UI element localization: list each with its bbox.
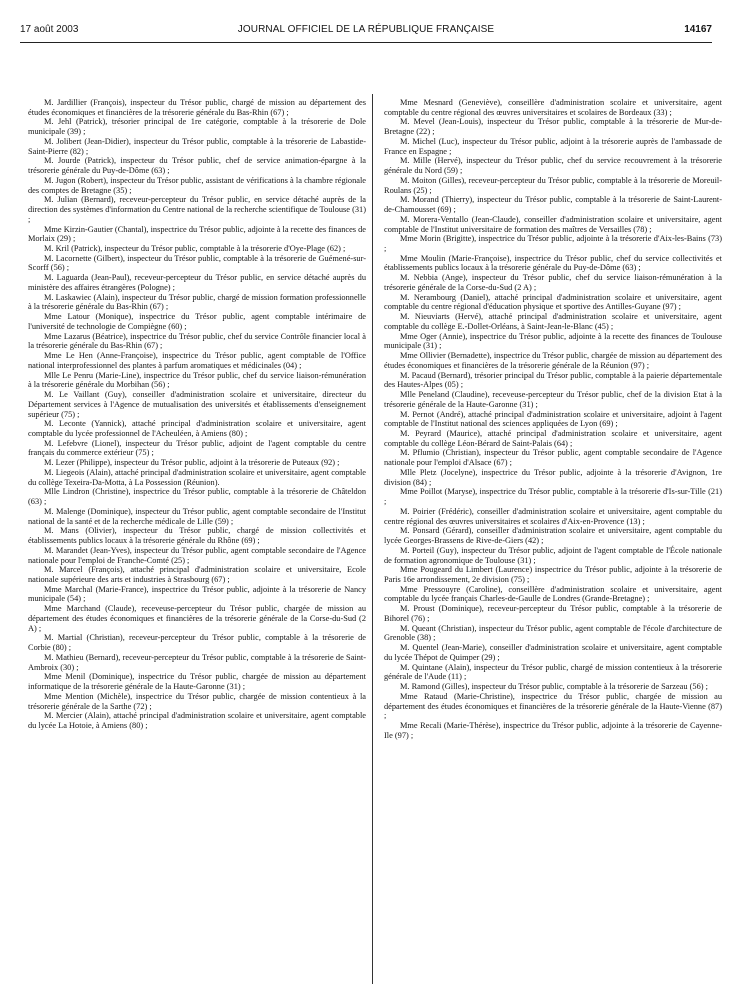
appointment-entry: M. Lezer (Philippe), inspecteur du Trésor public, adjoint à la trésorerie de Puteaux (92) ; [44, 458, 340, 468]
appointment-entry: M. Martial (Christian), receveur-percepteur du Trésor public, comptable à la trésorerie de Corbie (80) ; [28, 633, 366, 653]
appointment-entry: Mme Latour (Monique), inspectrice du Trésor public, agent comptable intérimaire de l'université de technologie de Compiègne (60) ; [28, 312, 366, 331]
appointment-entry: Mlle Lindron (Christine), inspectrice du Trésor public, comptable à la trésorerie de Châteldon (63) ; [28, 487, 366, 507]
appointment-entry: M. Moiton (Gilles), receveur-percepteur du Trésor public, comptable à la trésorerie de Moreuil-Roulans (25) ; [384, 175, 722, 195]
appointment-entry: Mme Marchand (Claude), receveuse-percepteur du Trésor public, chargée de mission au département des études économiques et financières de la trésorerie générale de la Corse-du-Sud (2 A) ; [28, 604, 366, 633]
appointment-entry: M. Le Vaillant (Guy), conseiller d'administration scolaire et universitaire, directeur du Département services à l'Agence de mutualisation des universités et établissements d'enseignement supérieur (75) ; [28, 390, 366, 419]
appointment-entry: M. Lacornette (Gilbert), inspecteur du Trésor public, comptable à la trésorerie de Guémené-sur-Scorff (56) ; [28, 253, 366, 273]
appointment-entry: M. Mans (Olivier), inspecteur du Trésor public, chargé de mission collectivités et établissements publics locaux à la trésorerie générale du Rhône (69) ; [28, 526, 366, 546]
appointment-entry: M. Quentel (Jean-Marie), conseiller d'administration scolaire et universitaire, agent comptable du lycée Thépot de Quimper (29) ; [384, 643, 722, 662]
appointment-entry: M. Mille (Hervé), inspecteur du Trésor public, chef du service recouvrement à la trésorerie générale du Nord (59) ; [384, 156, 722, 176]
appointment-entry: M. Lefebvre (Lionel), inspecteur du Trésor public, adjoint de l'agent comptable du centre français du commerce extérieur (75) ; [28, 438, 366, 458]
appointment-entry: Mlle Pletz (Jocelyne), inspectrice du Trésor public, adjointe à la trésorerie d'Avignon, 1re division (84) ; [384, 467, 722, 487]
appointment-entry: M. Marandet (Jean-Yves), inspecteur du Trésor public, agent comptable secondaire de l'Agence nationale pour l'emploi de Franche-Comté (25) ; [28, 545, 366, 565]
appointment-entry: M. Jourde (Patrick), inspecteur du Trésor public, chef de service animation-épargne à la trésorerie générale du Puy-de-Dôme (63) ; [28, 156, 366, 176]
appointment-entry: M. Ponsard (Gérard), conseiller d'administration scolaire et universitaire, agent comptable du lycée Georges-Brassens de Rive-de-Giers (42) ; [384, 526, 722, 546]
column-divider [372, 94, 373, 984]
appointment-entry: Mlle Le Penru (Marie-Line), inspectrice du Trésor public, chef du service liaison-rémunération à la trésorerie générale du Morbihan (56) ; [28, 370, 366, 390]
appointment-entry: Mlle Peneland (Claudine), receveuse-percepteur du Trésor public, chef de la division Etat à la trésorerie générale de la Haute-Garonne (31) ; [384, 390, 722, 409]
appointment-entry: M. Queant (Christian), inspecteur du Trésor public, agent comptable de l'école d'architecture de Grenoble (38) ; [384, 623, 722, 643]
appointment-entry: M. Nerambourg (Daniel), attaché principal d'administration scolaire et universitaire, agent comptable du centre régional d'éducation physique et sportive des Antilles-Guyane (97) ; [384, 292, 722, 312]
appointment-entry: M. Poirier (Frédéric), conseiller d'administration scolaire et universitaire, agent comptable du centre régional des œuvres universitaires et scolaires d'Aix-en-Provence (13) ; [384, 506, 722, 526]
appointment-entry: M. Kril (Patrick), inspecteur du Trésor public, comptable à la trésorerie d'Oye-Plage (62) ; [44, 244, 346, 254]
appointment-entry: Mme Oger (Annie), inspectrice du Trésor public, adjointe à la recette des finances de Toulouse municipale (31) ; [384, 331, 722, 351]
appointment-entry: Mme Moulin (Marie-Françoise), inspectrice du Trésor public, chef du service collectivités et établissements publics locaux à la trésorerie générale du Puy-de-Dôme (63) ; [384, 253, 722, 273]
left-column [28, 98, 366, 731]
appointment-entry: Mme Rataud (Marie-Christine), inspectrice du Trésor public, chargée de mission au département des études économiques et financières de la trésorerie générale de la Haute-Vienne (87) ; [384, 691, 722, 721]
header-rule [20, 42, 712, 43]
appointment-entry: Mme Poillot (Maryse), inspectrice du Trésor public, comptable à la trésorerie d'Is-sur-Tille (21) ; [384, 487, 722, 507]
appointment-entry: M. Malenge (Dominique), inspecteur du Trésor public, agent comptable secondaire de l'Institut national de la santé et de la recherche médicale de Lille (59) ; [28, 506, 366, 526]
appointment-entry: Mme Mesnard (Geneviève), conseillère d'administration scolaire et universitaire, agent comptable du centre régional des œuvres universitaires et scolaires de Bordeaux (33) ; [384, 98, 722, 117]
appointment-entry: Mme Pressouyre (Caroline), conseillère d'administration scolaire et universitaire, agent comptable du lycée français Charles-de-Gaulle de Londres (Grande-Bretagne) ; [384, 584, 722, 604]
appointment-entry: Mme Lazarus (Béatrice), inspectrice du Trésor public, chef du service Contrôle financier local à la trésorerie générale du Bas-Rhin (67) ; [28, 331, 366, 351]
appointment-entry: M. Jehl (Patrick), trésorier principal de 1re catégorie, comptable à la trésorerie de Dole municipale (39) ; [28, 117, 366, 137]
appointment-entry: M. Morera-Ventallo (Jean-Claude), conseiller d'administration scolaire et universitaire, agent comptable de l'Institut universitaire de formation des maîtres de Versailles (78) ; [384, 214, 722, 234]
appointment-entry: M. Jugon (Robert), inspecteur du Trésor public, assistant de vérifications à la chambre régionale des comptes de Bretagne (35) ; [28, 175, 366, 195]
appointment-entry: M. Laguarda (Jean-Paul), receveur-percepteur du Trésor public, en service détaché auprès du ministère des affaires étrangères (Pologne) ; [28, 273, 366, 292]
appointment-entry: Mme Pougeard du Limbert (Laurence) inspectrice du Trésor public, adjointe à la trésorerie de Paris 16e arrondissement, 2e division (75) ; [384, 565, 722, 584]
appointment-entry: Mme Morin (Brigitte), inspectrice du Trésor public, adjointe à la trésorerie d'Aix-les-Bains (73) ; [384, 234, 722, 254]
appointment-entry: M. Nebbia (Ange), inspecteur du Trésor public, chef du service liaison-rémunération à la trésorerie générale de la Corse-du-Sud (2 A) ; [384, 273, 722, 292]
appointment-entry: Mme Marchal (Marie-France), inspectrice du Trésor public, adjointe à la trésorerie de Nancy municipale (54) ; [28, 584, 366, 604]
appointment-entry: M. Proust (Dominique), receveur-percepteur du Trésor public, comptable à la trésorerie de Bihorel (76) ; [384, 604, 722, 623]
appointment-entry: M. Mathieu (Bernard), receveur-percepteur du Trésor public, comptable à la trésorerie de Saint-Ambroix (30) ; [28, 652, 366, 672]
appointment-entry: M. Pacaud (Bernard), trésorier principal du Trésor public, comptable à la paierie départementale des Hautes-Alpes (05) ; [384, 370, 722, 390]
appointment-entry: M. Morand (Thierry), inspecteur du Trésor public, comptable à la trésorerie de Saint-Laurent-de-Chamousset (69) ; [384, 195, 722, 215]
appointment-entry: M. Porteil (Guy), inspecteur du Trésor public, adjoint de l'agent comptable de l'École nationale de formation agronomique de Toulouse (31) ; [384, 545, 722, 565]
appointment-entry: Mme Menil (Dominique), inspectrice du Trésor public, chargée de mission au département informatique de la trésorerie générale de la Haute-Garonne (31) ; [28, 672, 366, 692]
appointment-entry: M. Michel (Luc), inspecteur du Trésor public, adjoint à la trésorerie auprès de l'ambassade de France en Espagne ; [384, 136, 722, 156]
journal-title: JOURNAL OFFICIEL DE LA RÉPUBLIQUE FRANÇAISE [237, 24, 495, 35]
appointment-entry: Mme Kirzin-Gautier (Chantal), inspectrice du Trésor public, adjointe à la recette des finances de Morlaix (29) ; [28, 224, 366, 244]
appointment-entry: Mme Recali (Marie-Thérèse), inspectrice du Trésor public, adjointe à la trésorerie de Cayenne-Ile (97) ; [384, 721, 722, 740]
appointment-entry: M. Jolibert (Jean-Didier), inspecteur du Trésor public, comptable à la trésorerie de Labastide-Saint-Pierre (82) ; [28, 136, 366, 156]
page-number: 14167 [684, 24, 712, 35]
appointment-entry: M. Liegeois (Alain), attaché principal d'administration scolaire et universitaire, agent comptable du collège Texeira-Da-Motta, à La Possession (Réunion). [28, 467, 366, 487]
appointment-entry: M. Julian (Bernard), receveur-percepteur du Trésor public, en service détaché auprès de la direction des systèmes d'information du Centre national de la recherche scientifique de Toulouse (31) ; [28, 195, 366, 224]
appointment-entry: M. Quintane (Alain), inspecteur du Trésor public, chargé de mission contentieux à la trésorerie générale de l'Aude (11) ; [384, 662, 722, 682]
appointment-entry: Mme Le Hen (Anne-Françoise), inspectrice du Trésor public, agent comptable de l'Office national interprofessionnel des plantes à parfum aromatiques et médicinales (04) ; [28, 351, 366, 370]
appointment-entry: M. Leconte (Yannick), attaché principal d'administration scolaire et universitaire, agent comptable du lycée professionnel de l'Acheuléen, à Amiens (80) ; [28, 419, 366, 438]
appointment-entry: M. Nieuviarts (Hervé), attaché principal d'administration scolaire et universitaire, agent comptable du collège E.-Dollet-Orléans, à Saint-Jean-le-Blanc (45) ; [384, 312, 722, 331]
appointment-entry: M. Pflumio (Christian), inspecteur du Trésor public, agent comptable secondaire de l'Agence nationale pour l'emploi d'Alsace (67) ; [384, 448, 722, 468]
appointment-entry: M. Jardillier (François), inspecteur du Trésor public, chargé de mission au département des études économiques et financières de la trésorerie générale du Bas-Rhin (67) ; [28, 98, 366, 117]
appointment-entry: M. Marcel (François), attaché principal d'administration scolaire et universitaire, Ecole nationale supérieure des arts et industries à Strasbourg (67) ; [28, 565, 366, 584]
appointment-entry: M. Pernot (André), attaché principal d'administration scolaire et universitaire, adjoint à l'agent comptable de l'Institut national des sciences appliquées de Lyon (69) ; [384, 409, 722, 429]
appointment-entry: M. Peyrard (Maurice), attaché principal d'administration scolaire et universitaire, agent comptable du collège Léon-Bérard de Saint-Palais (64) ; [384, 428, 722, 448]
right-column [384, 98, 722, 740]
page-header [20, 23, 712, 37]
appointment-entry: M. Ramond (Gilles), inspecteur du Trésor public, comptable à la trésorerie de Sarzeau (56) ; [400, 682, 708, 692]
appointment-entry: M. Mevel (Jean-Louis), inspecteur du Trésor public, comptable à la trésorerie de Mur-de-Bretagne (22) ; [384, 117, 722, 137]
appointment-entry: M. Mercier (Alain), attaché principal d'administration scolaire et universitaire, agent comptable du lycée La Hotoie, à Amiens (80) ; [28, 711, 366, 730]
appointment-entry: Mme Ollivier (Bernadette), inspectrice du Trésor public, chargée de mission au département des études économiques et financières de la trésorerie générale de la Réunion (97) ; [384, 351, 722, 370]
appointment-entry: Mme Mention (Michèle), inspectrice du Trésor public, chargée de mission contentieux à la trésorerie générale de la Sarthe (72) ; [28, 691, 366, 711]
issue-date: 17 août 2003 [20, 24, 79, 35]
appointment-entry: M. Laskawiec (Alain), inspecteur du Trésor public, chargé de mission formation professionnelle à la trésorerie générale du Bas-Rhin (67) ; [28, 292, 366, 312]
